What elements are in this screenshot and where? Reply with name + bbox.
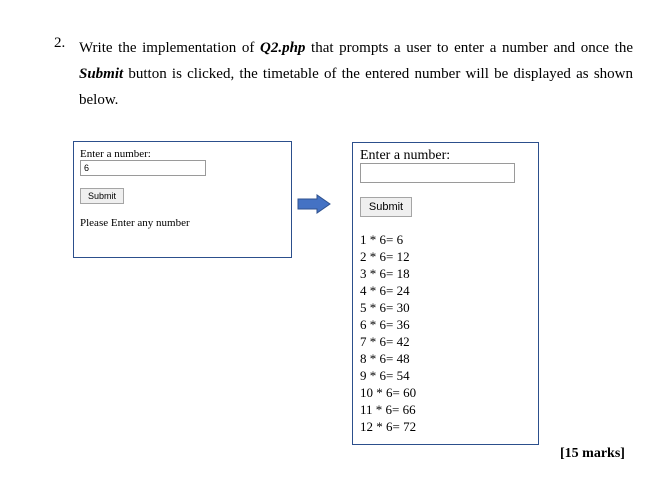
question-text-part3: button is clicked, the timetable of the entered number will be displayed as shown below. bbox=[79, 66, 633, 108]
times-table-row: 10 * 6= 60 bbox=[360, 385, 417, 400]
times-table-row: 2 * 6= 12 bbox=[360, 249, 410, 264]
times-table-row: 1 * 6= 6 bbox=[360, 232, 404, 247]
times-table-row: 7 * 6= 42 bbox=[360, 334, 410, 349]
question-number: 2. bbox=[54, 35, 66, 51]
before-submit-button[interactable]: Submit bbox=[80, 188, 124, 204]
submit-keyword: Submit bbox=[79, 66, 124, 82]
after-screenshot-panel bbox=[352, 142, 539, 445]
after-number-label: Enter a number: bbox=[360, 148, 451, 163]
question-text-part1: Write the implementation of bbox=[79, 40, 260, 56]
times-table-row: 5 * 6= 30 bbox=[360, 300, 410, 315]
times-table-row: 8 * 6= 48 bbox=[360, 351, 410, 366]
times-table-row: 4 * 6= 24 bbox=[360, 283, 410, 298]
times-table-row: 6 * 6= 36 bbox=[360, 317, 410, 332]
after-number-input[interactable] bbox=[360, 163, 515, 183]
times-table-row: 12 * 6= 72 bbox=[360, 419, 417, 434]
question-text-part2: that prompts a user to enter a number and once the bbox=[305, 40, 633, 56]
before-number-input[interactable]: 6 bbox=[80, 160, 206, 176]
times-table-row: 9 * 6= 54 bbox=[360, 368, 410, 383]
question-text bbox=[79, 35, 633, 113]
right-arrow-icon bbox=[297, 194, 331, 214]
before-number-label: Enter a number: bbox=[80, 148, 151, 160]
file-name: Q2.php bbox=[260, 40, 306, 56]
times-table-list bbox=[360, 231, 416, 435]
times-table-row: 3 * 6= 18 bbox=[360, 266, 410, 281]
times-table-row: 11 * 6= 66 bbox=[360, 402, 416, 417]
after-submit-button[interactable]: Submit bbox=[360, 197, 412, 217]
marks-label: [15 marks] bbox=[560, 446, 625, 461]
before-message: Please Enter any number bbox=[80, 217, 190, 229]
before-screenshot-panel bbox=[73, 141, 292, 258]
